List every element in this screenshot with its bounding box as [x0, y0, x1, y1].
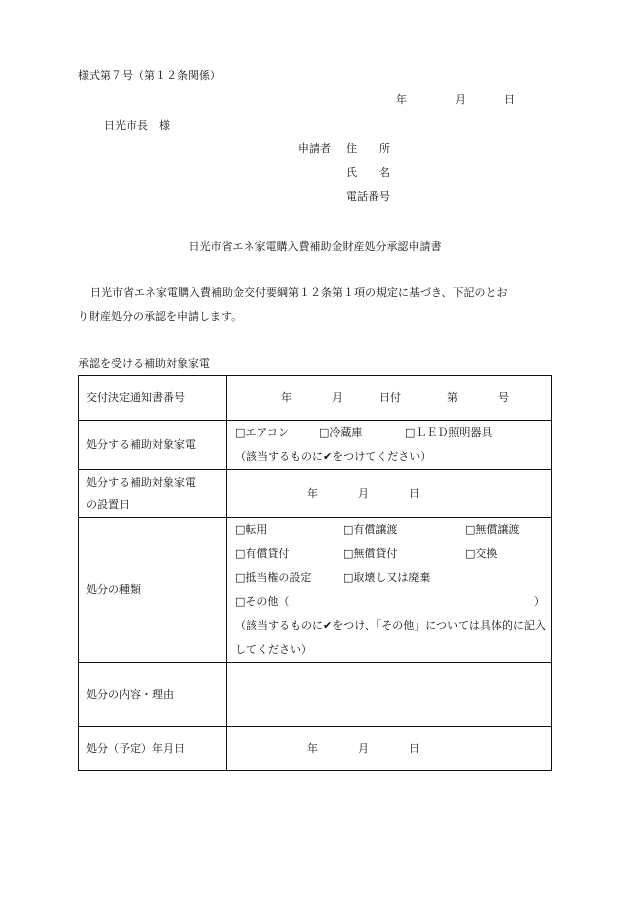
disposal-type-note-line2: してください） [235, 643, 312, 656]
checkbox-paid-transfer[interactable]: □有償譲渡 [343, 523, 398, 536]
installation-date-field[interactable]: 年 月 日 [227, 470, 552, 518]
addressee: 日光市長 様 [104, 119, 170, 132]
table-row [79, 727, 552, 771]
checkbox-led-lighting[interactable]: □ＬＥＤ照明器具 [405, 426, 493, 439]
label-disposal-type: 処分の種類 [79, 518, 227, 663]
target-appliance-note: （該当するものに✔をつけてください） [235, 450, 432, 463]
checkmark-icon: ✔ [323, 450, 333, 463]
target-appliance-field [227, 421, 552, 470]
applicant-address-label: 住 所 [346, 142, 390, 155]
checkbox-conversion[interactable]: □転用 [235, 523, 268, 536]
notice-month: 月 [332, 391, 343, 404]
notice-number-field[interactable] [227, 376, 552, 421]
checkbox-exchange[interactable]: □交換 [465, 547, 498, 560]
body-text-line1: 日光市省エネ家電購入費補助金交付要綱第１２条第１項の規定に基づき、下記のとお [90, 286, 508, 299]
form-number: 様式第７号（第１２条関係） [78, 69, 221, 82]
applicant-label: 申請者 [298, 142, 331, 155]
date-header-year: 年 [396, 93, 407, 106]
section-heading: 承認を受ける補助対象家電 [78, 357, 210, 370]
checkbox-paid-lending[interactable]: □有償貸付 [235, 547, 290, 560]
document-title: 日光市省エネ家電購入費補助金財産処分承認申請書 [188, 240, 442, 253]
notice-year: 年 [281, 391, 292, 404]
notice-go: 号 [498, 391, 509, 404]
applicant-name-label: 氏 名 [346, 166, 390, 179]
table-row [79, 470, 552, 518]
date-header-day: 日 [504, 93, 515, 106]
table-row [79, 376, 552, 421]
application-table [78, 375, 552, 771]
other-close-paren: ） [534, 595, 545, 608]
date-header [396, 91, 515, 107]
label-installation-date: 処分する補助対象家電 の設置日 [79, 470, 227, 518]
checkmark-icon: ✔ [323, 619, 333, 632]
notice-day: 日付 [379, 391, 401, 404]
checkbox-demolition[interactable]: □取壊し又は廃棄 [343, 571, 431, 584]
label-disposal-reason: 処分の内容・理由 [79, 663, 227, 727]
table-row [79, 421, 552, 470]
checkbox-other[interactable]: □その他（ [235, 595, 290, 608]
body-text-line2: り財産処分の承認を申請します。 [78, 310, 243, 323]
checkbox-free-lending[interactable]: □無償貸付 [343, 547, 398, 560]
disposal-reason-field[interactable] [227, 663, 552, 727]
checkbox-mortgage[interactable]: □抵当権の設定 [235, 571, 312, 584]
checkbox-refrigerator[interactable]: □冷蔵庫 [319, 426, 363, 439]
applicant-phone-label: 電話番号 [346, 190, 390, 203]
disposal-type-note: （該当するものに✔をつけ、「その他」については具体的に記入 [235, 619, 547, 632]
label-notice-number: 交付決定通知書番号 [79, 376, 227, 421]
notice-dai: 第 [447, 391, 458, 404]
label-target-appliance: 処分する補助対象家電 [79, 421, 227, 470]
label-disposal-date: 処分（予定）年月日 [79, 727, 227, 771]
table-row [79, 663, 552, 727]
checkbox-free-transfer[interactable]: □無償譲渡 [465, 523, 520, 536]
table-row [79, 518, 552, 663]
checkbox-aircon[interactable]: □エアコン [235, 426, 289, 439]
disposal-date-field[interactable]: 年 月 日 [227, 727, 552, 771]
disposal-type-field [227, 518, 552, 663]
date-header-month: 月 [455, 93, 466, 106]
